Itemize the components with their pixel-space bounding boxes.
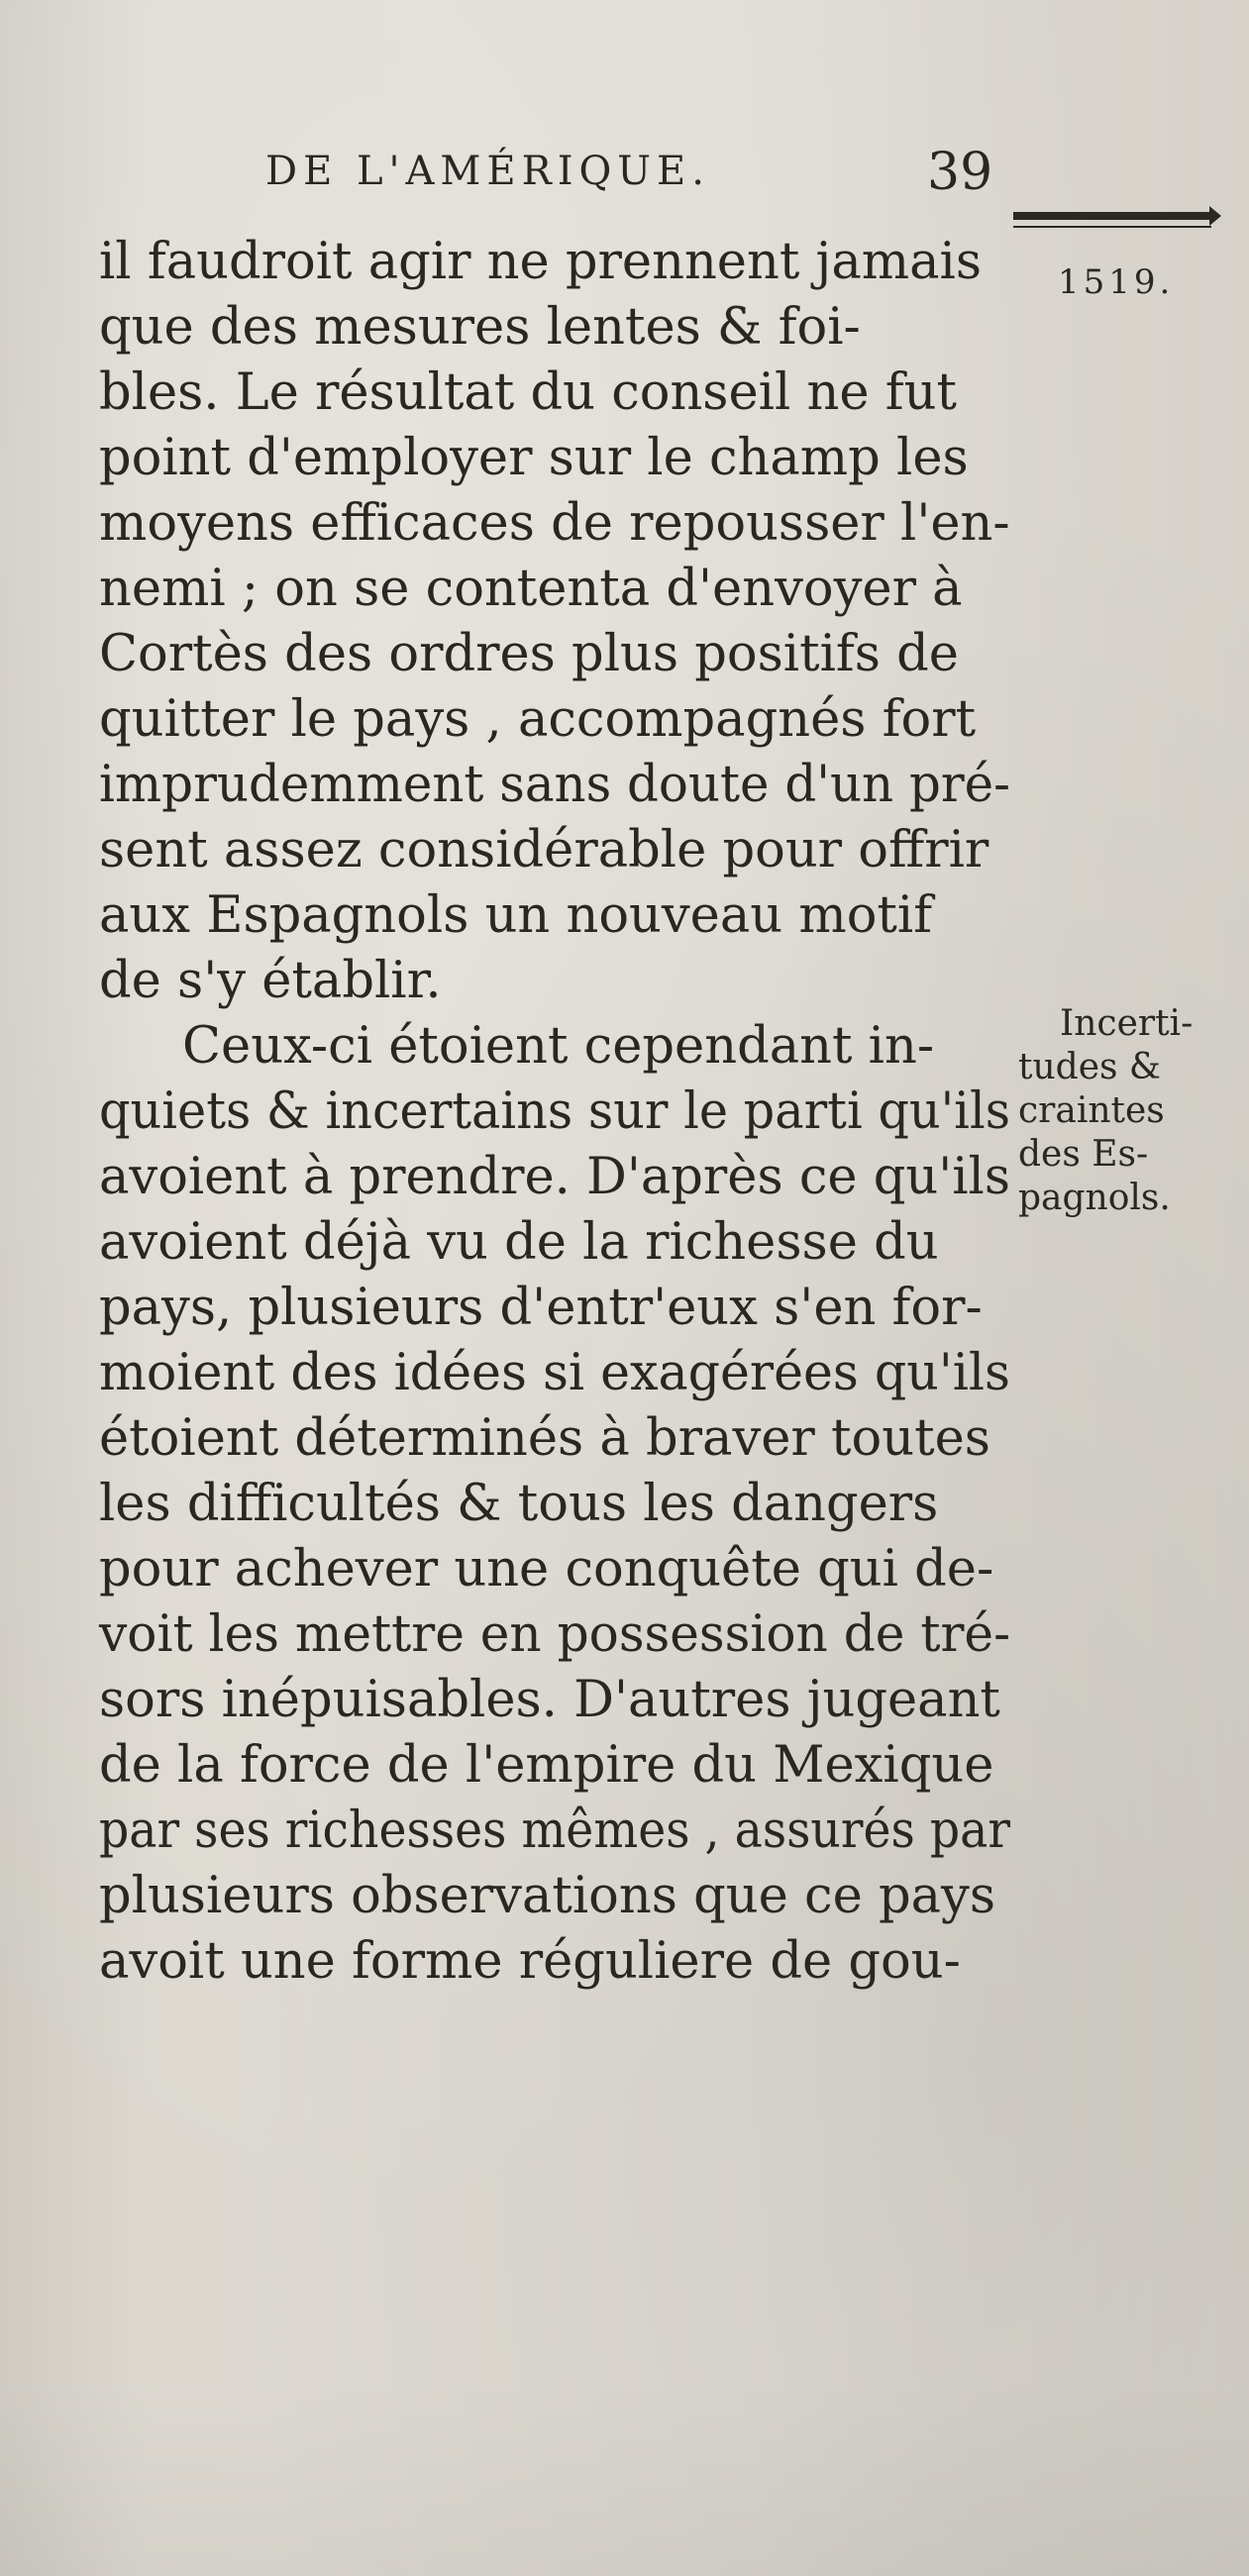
text-line: moyens efficaces de repousser l'en- [99,494,1010,553]
margin-note-line: pagnols. [1018,1178,1171,1218]
text-line: Ceux-ci étoient cependant in- [182,1017,935,1076]
running-head: DE L'AMÉRIQUE. [265,149,710,194]
rule-arrow-tip [1209,206,1221,226]
margin-note-line: Incerti- [1060,1003,1194,1044]
margin-note-line: tudes & [1018,1047,1161,1087]
text-line: de s'y établir. [99,952,442,1010]
text-line: que des mesures lentes & foi- [99,298,861,357]
margin-note-line: craintes [1018,1090,1165,1131]
text-line: par ses richesses mêmes , assurés par [99,1802,1010,1860]
text-line: quiets & incertains sur le parti qu'ils [99,1082,1010,1141]
text-line: avoient déjà vu de la richesse du [99,1213,939,1272]
text-line: sors inépuisables. D'autres jugeant [99,1671,1000,1729]
text-line: pays, plusieurs d'entr'eux s'en for- [99,1279,983,1337]
text-line: bles. Le résultat du conseil ne fut [99,363,957,422]
margin-note-line: des Es- [1018,1134,1149,1175]
text-line: pour achever une conquête qui de- [99,1540,994,1598]
text-line: avoient à prendre. D'après ce qu'ils [99,1148,1010,1206]
text-line: les difficultés & tous les dangers [99,1475,939,1533]
rule-thin-bar [1013,226,1211,228]
text-line: sent assez considérable pour offrir [99,821,989,879]
text-line: voit les mettre en possession de tré- [99,1605,1011,1664]
text-line: point d'employer sur le champ les [99,429,969,487]
text-line: quitter le pays , accompagnés fort [99,690,977,749]
page-shading [0,2378,1249,2576]
rule-thick-bar [1013,212,1211,220]
text-line: nemi ; on se contenta d'envoyer à [99,560,963,618]
page-number: 39 [927,143,993,202]
text-line: aux Espagnols un nouveau motif [99,886,933,945]
text-line: étoient déterminés à braver toutes [99,1409,990,1468]
text-line: plusieurs observations que ce pays [99,1867,996,1925]
text-line: il faudroit agir ne prennent jamais [99,233,983,291]
margin-year: 1519. [1058,262,1175,302]
margin-rule-ornament [1013,210,1221,226]
text-line: avoit une forme réguliere de gou- [99,1932,961,1991]
text-line: de la force de l'empire du Mexique [99,1736,994,1795]
page-header [265,143,1018,208]
text-line: imprudemment sans doute d'un pré- [99,756,1010,814]
text-line: moient des idées si exagérées qu'ils [99,1344,1010,1402]
text-line: Cortès des ordres plus positifs de [99,625,959,683]
